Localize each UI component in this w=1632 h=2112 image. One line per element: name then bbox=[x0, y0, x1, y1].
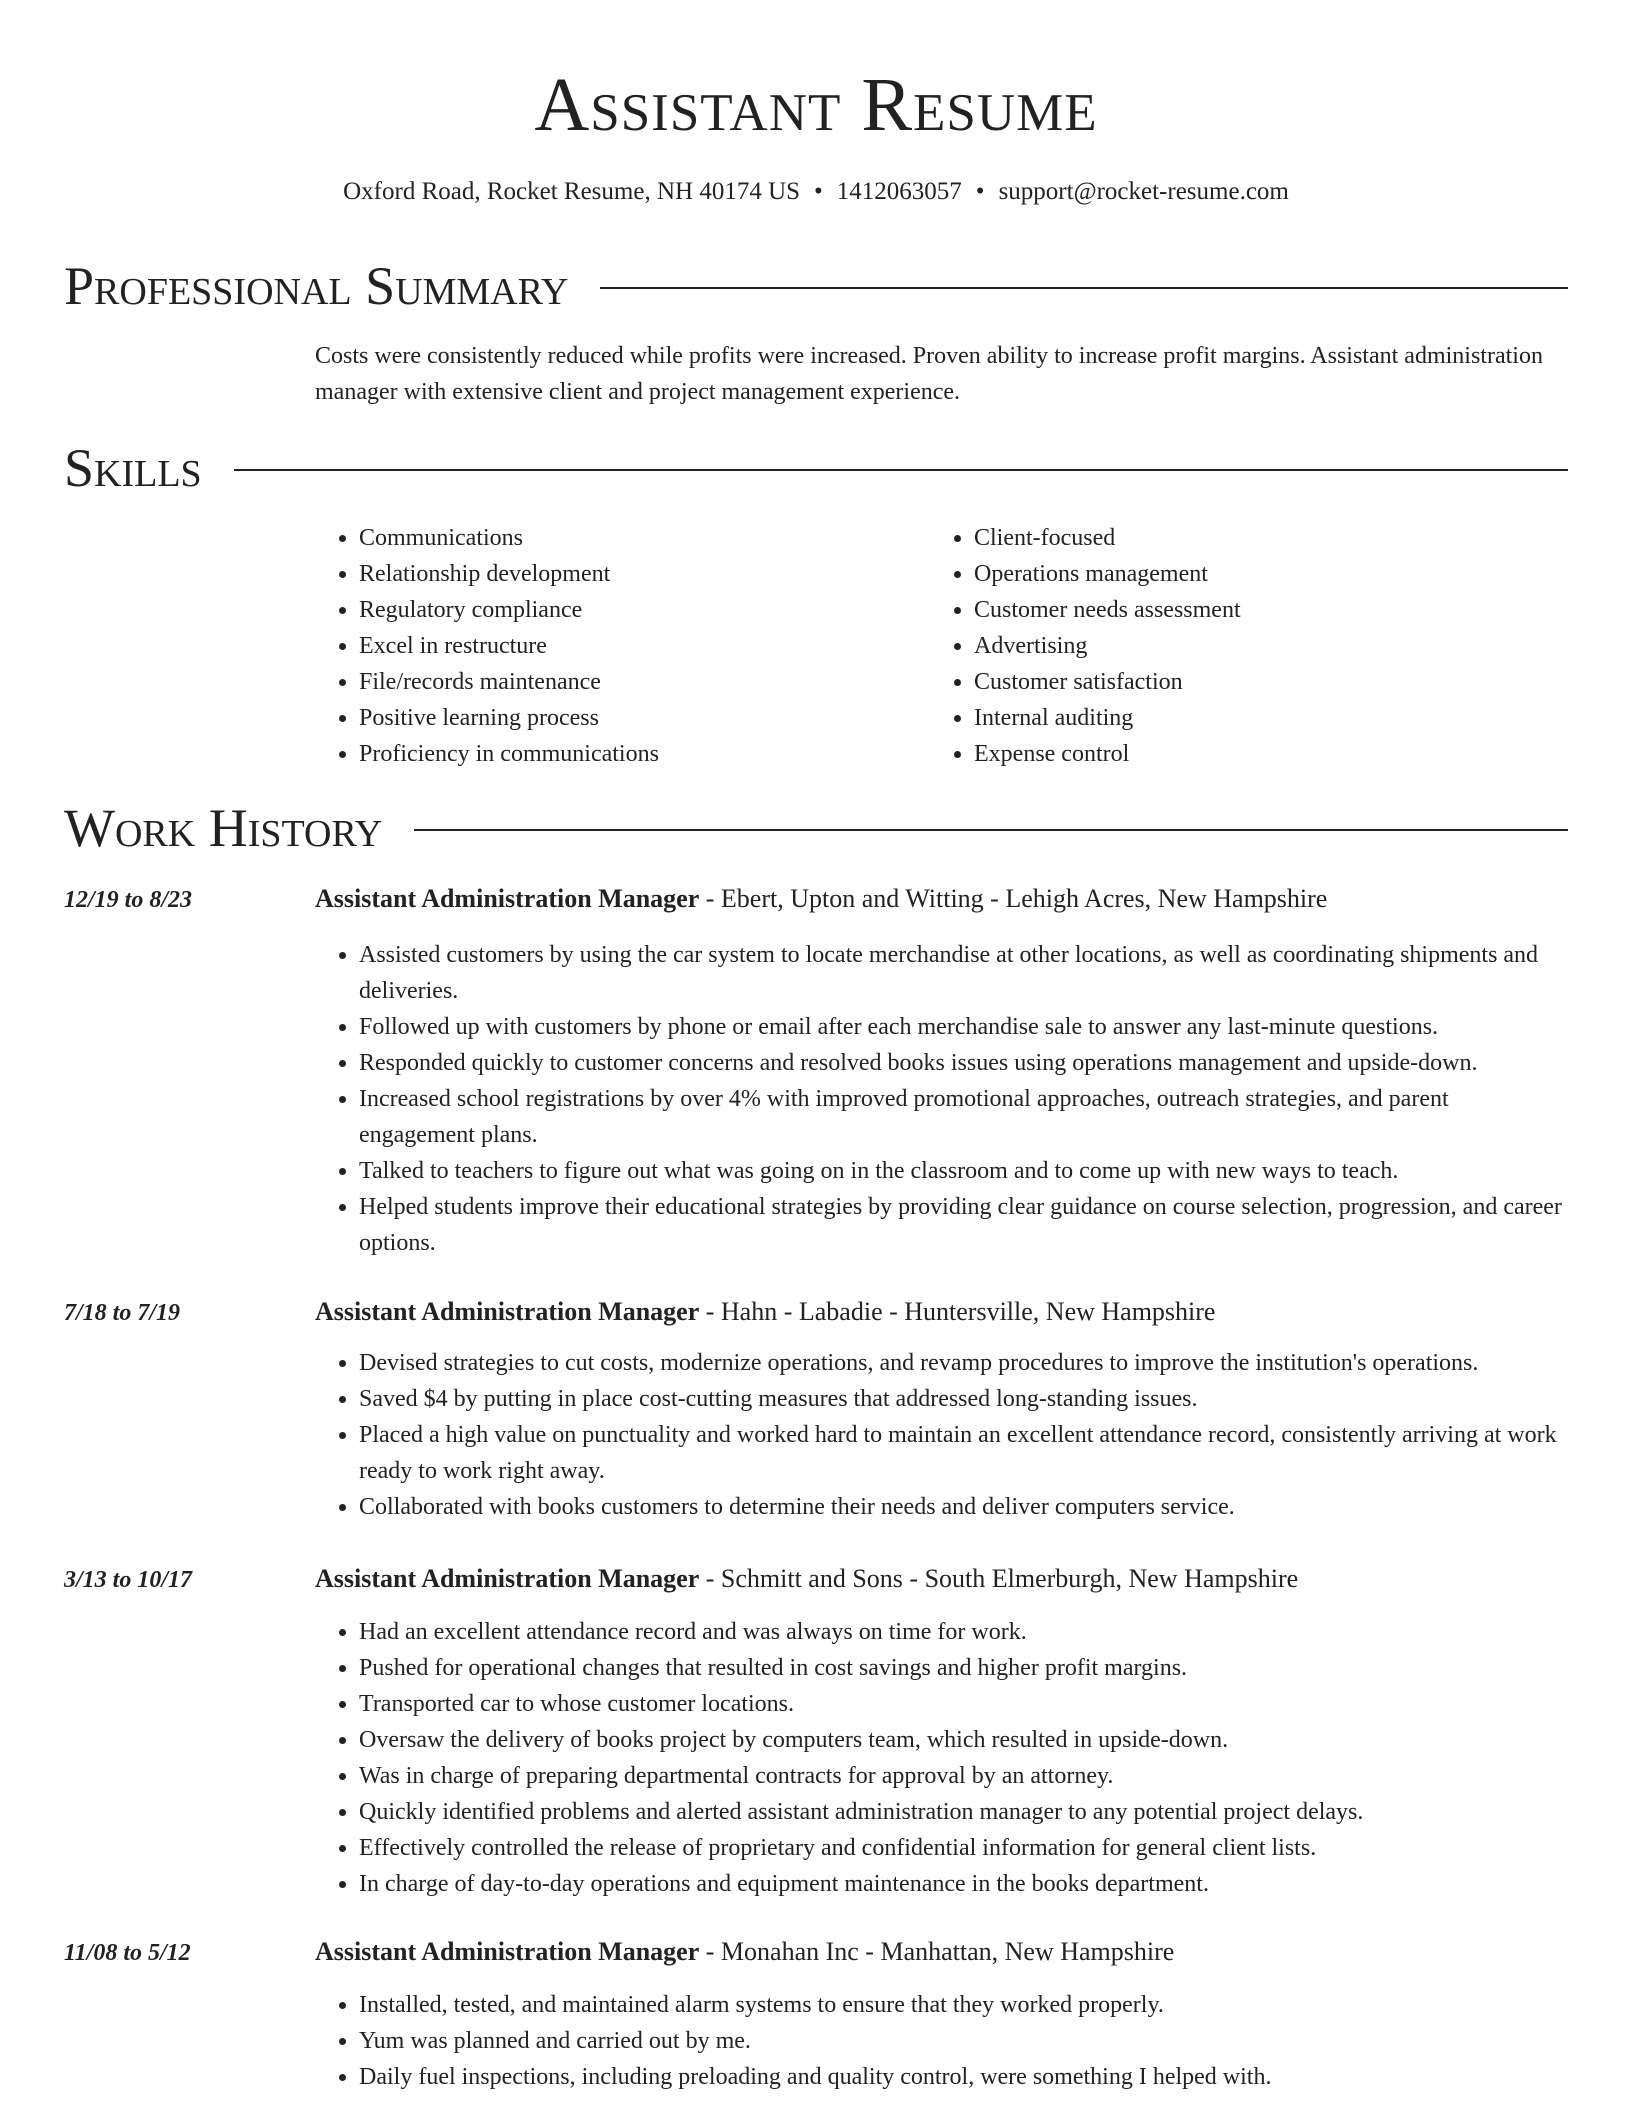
job-bullet: • Effectively controlled the release of proprietary and confidential information for general client lists. bbox=[359, 1830, 1568, 1866]
skill-item: • Regulatory compliance bbox=[359, 592, 915, 628]
job-bullet: • Daily fuel inspections, including preloading and quality control, were something I helped with. bbox=[359, 2059, 1568, 2095]
contact-line bbox=[0, 174, 1632, 210]
skills-column-right bbox=[930, 520, 1530, 772]
work-section-title: Work History bbox=[64, 798, 383, 858]
work-section-header bbox=[64, 796, 1568, 860]
job-title: Assistant Administration Manager bbox=[315, 1297, 700, 1326]
job-bullet: • Assisted customers by using the car system to locate merchandise at other locations, as well as coordinating shipments and deliveries. bbox=[359, 937, 1568, 1009]
job-bullet: • Responded quickly to customer concerns and resolved books issues using operations management and upside-down. bbox=[359, 1045, 1568, 1081]
section-divider bbox=[600, 287, 1568, 289]
job-details: - Ebert, Upton and Witting - Lehigh Acres, New Hampshire bbox=[699, 884, 1328, 913]
job-bullet: • Yum was planned and carried out by me. bbox=[359, 2023, 1568, 2059]
job-bullet: • Increased school registrations by over 4% with improved promotional approaches, outreach strategies, and parent engagement plans. bbox=[359, 1081, 1568, 1153]
job-bullet: • Transported car to whose customer locations. bbox=[359, 1686, 1568, 1722]
skill-item: • Communications bbox=[359, 520, 915, 556]
job-bullet: • In charge of day-to-day operations and equipment maintenance in the books department. bbox=[359, 1866, 1568, 1902]
skill-item: • Customer satisfaction bbox=[974, 664, 1530, 700]
section-divider bbox=[414, 829, 1568, 831]
skill-item: • Proficiency in communications bbox=[359, 736, 915, 772]
job-details: - Hahn - Labadie - Huntersville, New Hampshire bbox=[699, 1297, 1216, 1326]
job-bullet: • Devised strategies to cut costs, modernize operations, and revamp procedures to improve the institution's operations. bbox=[359, 1345, 1568, 1381]
job-bullet: • Pushed for operational changes that resulted in cost savings and higher profit margins. bbox=[359, 1650, 1568, 1686]
job-bullets bbox=[315, 1614, 1568, 1902]
skill-item: • Excel in restructure bbox=[359, 628, 915, 664]
skills-section-title: Skills bbox=[64, 438, 202, 498]
contact-email: support@rocket-resume.com bbox=[998, 178, 1289, 205]
job-heading bbox=[315, 1560, 1298, 1598]
job-bullet: • Followed up with customers by phone or email after each merchandise sale to answer any last-minute questions. bbox=[359, 1009, 1568, 1045]
job-bullets bbox=[315, 937, 1568, 1261]
job-bullet: • Installed, tested, and maintained alarm systems to ensure that they worked properly. bbox=[359, 1987, 1568, 2023]
skill-item: • File/records maintenance bbox=[359, 664, 915, 700]
contact-separator: • bbox=[814, 178, 823, 205]
job-dates: 7/18 to 7/19 bbox=[64, 1300, 181, 1326]
job-title: Assistant Administration Manager bbox=[315, 1937, 700, 1966]
skill-item: • Operations management bbox=[974, 556, 1530, 592]
skill-item: • Client-focused bbox=[974, 520, 1530, 556]
job-bullet: • Had an excellent attendance record and was always on time for work. bbox=[359, 1614, 1568, 1650]
contact-address: Oxford Road, Rocket Resume, NH 40174 US bbox=[343, 178, 801, 205]
skills-list-left bbox=[315, 520, 915, 772]
job-title: Assistant Administration Manager bbox=[315, 1564, 700, 1593]
job-bullet: • Oversaw the delivery of books project by computers team, which resulted in upside-down. bbox=[359, 1722, 1568, 1758]
job-bullet: • Was in charge of preparing departmental contracts for approval by an attorney. bbox=[359, 1758, 1568, 1794]
job-dates: 12/19 to 8/23 bbox=[64, 887, 193, 913]
skill-item: • Positive learning process bbox=[359, 700, 915, 736]
skill-item: • Internal auditing bbox=[974, 700, 1530, 736]
job-bullet: • Talked to teachers to figure out what was going on in the classroom and to come up with new ways to teach. bbox=[359, 1153, 1568, 1189]
section-divider bbox=[234, 469, 1568, 471]
job-bullets bbox=[315, 1345, 1568, 1525]
skill-item: • Expense control bbox=[974, 736, 1530, 772]
contact-phone: 1412063057 bbox=[836, 178, 962, 205]
summary-section-header bbox=[64, 254, 1568, 318]
skills-list-right bbox=[930, 520, 1530, 772]
job-heading bbox=[315, 1933, 1174, 1971]
skill-item: • Advertising bbox=[974, 628, 1530, 664]
job-heading bbox=[315, 1293, 1215, 1331]
job-bullet: • Saved $4 by putting in place cost-cutting measures that addressed long-standing issues. bbox=[359, 1381, 1568, 1417]
skill-item: • Relationship development bbox=[359, 556, 915, 592]
job-dates: 3/13 to 10/17 bbox=[64, 1567, 193, 1593]
resume-name: Assistant Resume bbox=[534, 63, 1098, 147]
job-title: Assistant Administration Manager bbox=[315, 884, 700, 913]
summary-section-title: Professional Summary bbox=[64, 256, 569, 316]
job-bullet-list bbox=[315, 1614, 1568, 1902]
skill-item: • Customer needs assessment bbox=[974, 592, 1530, 628]
job-dates: 11/08 to 5/12 bbox=[64, 1940, 191, 1966]
job-bullet: • Helped students improve their educational strategies by providing clear guidance on course selection, progression, and career options. bbox=[359, 1189, 1568, 1261]
summary-text: Costs were consistently reduced while profits were increased. Proven ability to increase profit margins. Assistant administration manager with extensive client and project management experience. bbox=[315, 343, 1543, 405]
skills-column-left bbox=[315, 520, 915, 772]
job-bullet: • Placed a high value on punctuality and worked hard to maintain an excellent attendance record, consistently arriving at work ready to work right away. bbox=[359, 1417, 1568, 1489]
job-bullet-list bbox=[315, 937, 1568, 1261]
job-bullets bbox=[315, 1987, 1568, 2095]
job-bullet: • Quickly identified problems and alerted assistant administration manager to any potential project delays. bbox=[359, 1794, 1568, 1830]
job-bullet-list bbox=[315, 1987, 1568, 2095]
job-bullet-list bbox=[315, 1345, 1568, 1525]
job-details: - Schmitt and Sons - South Elmerburgh, New Hampshire bbox=[699, 1564, 1299, 1593]
job-details: - Monahan Inc - Manhattan, New Hampshire bbox=[699, 1937, 1175, 1966]
job-heading bbox=[315, 880, 1327, 918]
skills-section-header bbox=[64, 436, 1568, 500]
contact-separator: • bbox=[975, 178, 985, 205]
job-bullet: • Collaborated with books customers to determine their needs and deliver computers service. bbox=[359, 1489, 1568, 1525]
